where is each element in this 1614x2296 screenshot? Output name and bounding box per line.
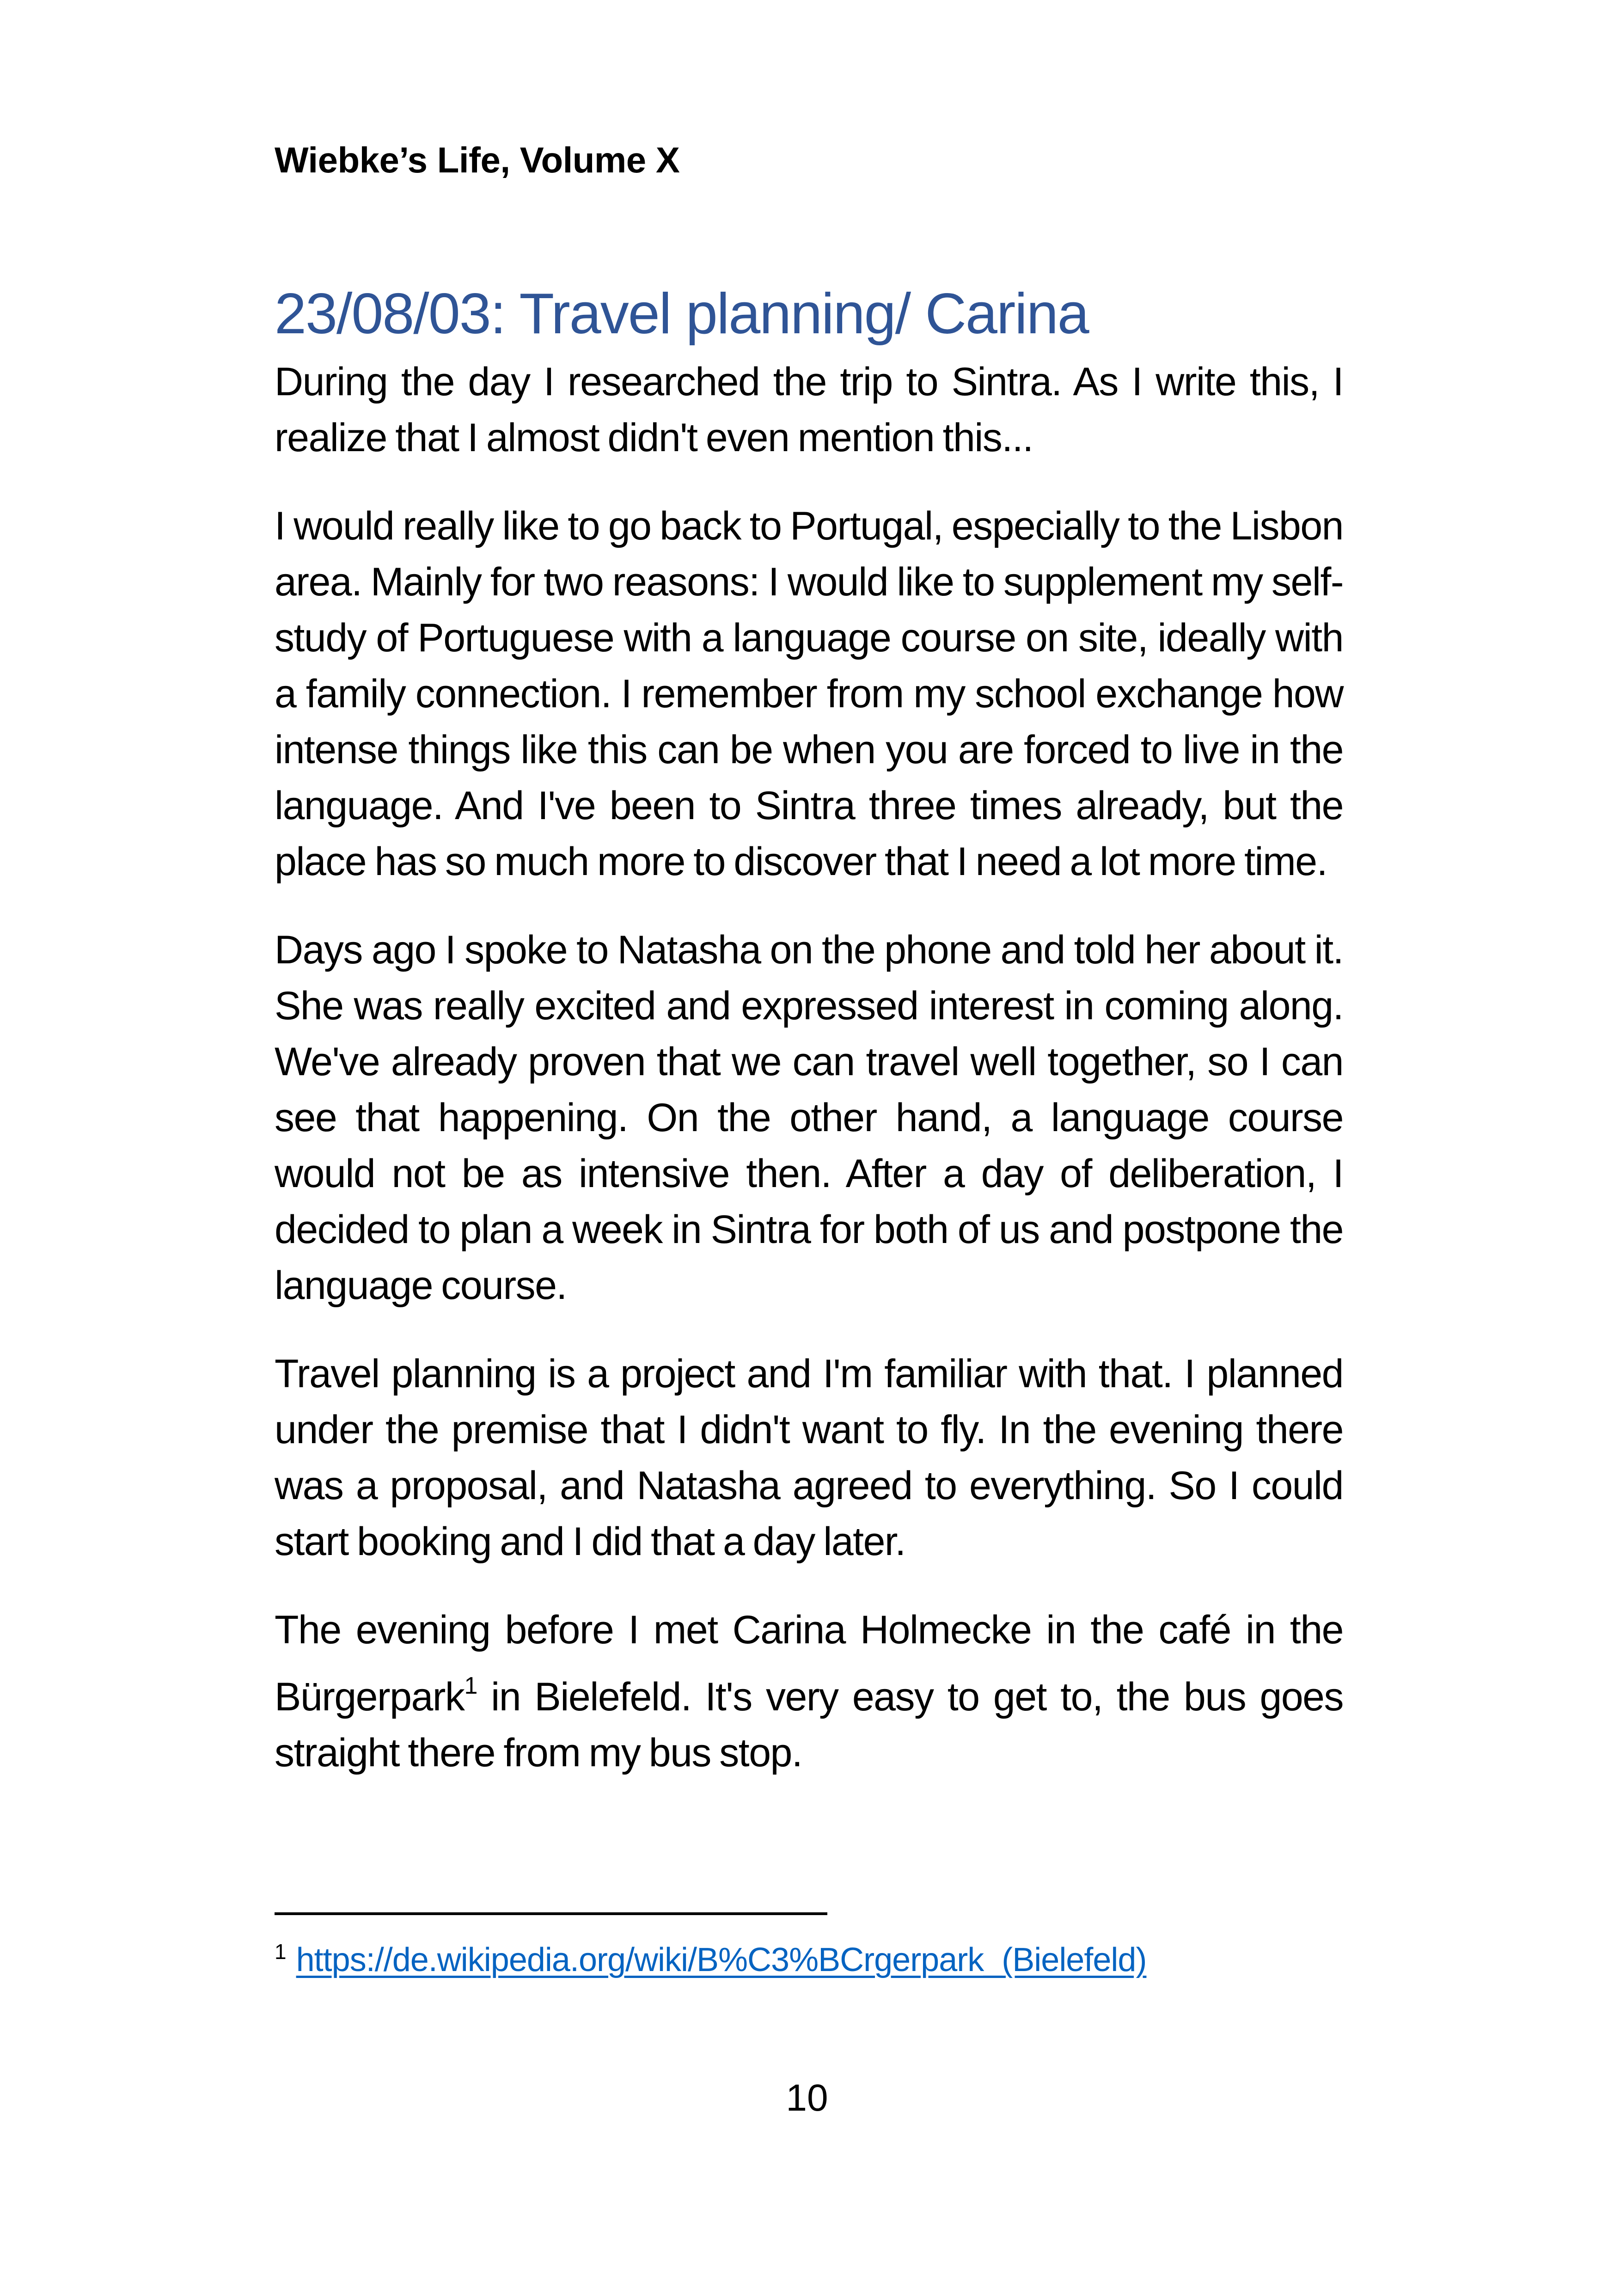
footnote-marker: 1 <box>275 1940 286 1964</box>
paragraph-1: During the day I researched the trip to Sintra. As I write this, I realize that I almost didn't even mention this... <box>275 359 1343 460</box>
paragraph-4: Travel planning is a project and I'm familiar with that. I planned under the premise that I didn't want to fly. In the evening there was a proposal, and Natasha agreed to everything. So I could start booking and I did that a day later. <box>275 1351 1343 1564</box>
footnote-link[interactable]: https://de.wikipedia.org/wiki/B%C3%BCrgerpark_(Bielefeld) <box>296 1941 1147 1978</box>
footnote <box>275 1939 1146 1980</box>
paragraph-2: I would really like to go back to Portugal, especially to the Lisbon area. Mainly for two reasons: I would like to supplement my self-study of Portuguese with a language course on site, ideally with a family connection. I remember from my school exchange how intense things like this can be when you are forced to live in the language. And I've been to Sintra three times already, but the place has so much more to discover that I need a lot more time. <box>275 503 1343 884</box>
page-body <box>275 280 1343 1813</box>
page-number: 10 <box>786 2077 828 2119</box>
running-head: Wiebke’s Life, Volume X <box>275 140 680 180</box>
paragraph-5 <box>275 1602 1343 1781</box>
section-heading: 23/08/03: Travel planning/ Carina <box>275 282 1088 346</box>
paragraph-5-text-after: in Bielefeld. It's very easy to get to, the bus goes straight there from my bus stop. <box>275 1674 1343 1775</box>
footnote-reference[interactable]: 1 <box>464 1672 477 1699</box>
paragraph-3: Days ago I spoke to Natasha on the phone and told her about it. She was really excited and expressed interest in coming along. We've already proven that we can travel well together, so I can see that happening. On the other hand, a language course would not be as intensive then. After a day of deliberation, I decided to plan a week in Sintra for both of us and postpone the language course. <box>275 927 1343 1308</box>
paragraph-5-text-before: The evening before I met Carina Holmecke in the café in the Bürgerpark <box>275 1607 1343 1719</box>
footnote-separator <box>275 1912 827 1915</box>
